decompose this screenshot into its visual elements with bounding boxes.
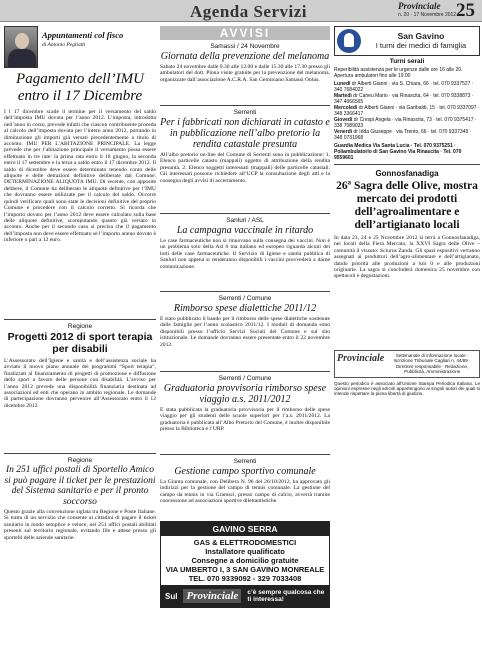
page-number: 25 <box>456 0 475 21</box>
notice-body: La Giunta comunale, con Delibera N. 96 del 26/10/2012, ha approvato gli indirizzi per la gestione del campo di tennis comunale. La gestione del campo da tennis in via Gramsci, presso campo di calcio, avverrà tramite concessione ad associazioni sportive dilettantistiche. <box>160 479 330 505</box>
notice-place: Sanluri / ASL <box>226 217 264 224</box>
masthead-info: Settimanale di informazione locale · Iscrizione Tribunale Cagliari n. 44/89 · Direttore responsabile · Redazione, Pubblicità, Amministrazione <box>393 353 471 375</box>
center-column <box>160 26 330 608</box>
article-headline: Pagamento dell’IMU entro il 17 Dicembre <box>16 71 144 104</box>
shift-day: Martedì <box>334 93 352 99</box>
article-headline: Progetti 2012 di sport terapia per disabili <box>7 331 153 355</box>
ad-company: GAVINO SERRA <box>161 522 329 536</box>
right-column <box>334 26 480 441</box>
section-label: Regione <box>67 323 93 330</box>
doctor-icon <box>337 29 361 53</box>
shift-day: Lunedì <box>334 81 351 87</box>
legal-notice: Questo periodico è associato all’Unione Stampa Periodica Italiana. Le opinioni espresse negli articoli appartengono ai singoli autori dei quali si intende rispettare la piena libertà di giudizio. <box>334 380 480 397</box>
notice-headline: La campagna vaccinale in ritardo <box>176 225 314 236</box>
box-subtitle: I turni dei medici di famiglia <box>375 41 467 50</box>
shifts-note: Reperibilità assistenza per le urgenze dalle ore 16 alle 20. Apertura ambulatori fino alle 19.00 <box>334 67 463 79</box>
shift-list <box>334 81 480 141</box>
notice-place: Serrenti <box>233 458 257 465</box>
notice-place: Samassi / 24 Novembre <box>210 43 280 50</box>
author-name: di Antonio Pegliatti <box>42 42 86 48</box>
shifts-label: Turni serali <box>389 58 425 65</box>
doctors-box <box>334 26 480 56</box>
article-body: L’Assessorato dell’Igiene e sanità e dell’assistenza sociale ha avviato il nuovo piano annuale dei programmi “Sport terapia”, finalizzati al finanziamento di progetti di promozione e diffusione dello sport a favore delle persone con disabilità. L’avviso per l’anno 2012 prevede una disponibilità finanziaria destinata ad associazioni ed enti che operano in ambito regionale. Le domande di partecipazione dovranno pervenire all’Assessorato entro il 12 dicembre 2012. <box>4 358 156 409</box>
services-info: Guardia Medica Via Santa Lucia · Tel. 070 9375251 · Poliambulatorio di San Gavino Via Rinascita · Tel. 070 9559601 <box>334 143 462 161</box>
notice-body: Le case farmaceutiche non si rinnovano sulla consegna dei vaccini. Non è un problema solo della Asl 6 ma italiano ed europeo riguarda alcuni dei lotti delle case farmaceutiche. Il Servizio di Igiene e sanità pubblica di Sanluri non appena si renderanno disponibili i vaccini provvederà a darne comunicazione. <box>160 238 330 270</box>
notice-headline: Giornata della prevenzione del melanoma <box>160 51 330 62</box>
promo-brand: Provinciale <box>183 589 241 603</box>
masthead-box <box>334 350 480 378</box>
notice-place: Serrenti / Comune <box>218 375 272 382</box>
shift-doctor: dr Crespi Angela · via Rinascita, 73 · tel. 070 9375417 · 338 7089033 <box>334 117 477 129</box>
column-title: Appuntamenti col fisco <box>42 30 124 40</box>
box-title: San Gavino <box>397 31 445 41</box>
promo-footer <box>161 585 329 607</box>
notice-headline: Per i fabbricati non dichiarati in catasto e in pubblicazione nell’albo pretorio la rendita catastale presunta <box>160 117 330 150</box>
notice-headline: Rimborso spese dialettiche 2011/12 <box>173 303 317 314</box>
shift-doctor: dr Alberti Gianni · via S. Chiara, 66 · tel. 070 9337527 · 340 7684022 <box>334 81 474 93</box>
section-label: Regione <box>67 457 93 464</box>
issue-date: n. 20 · 17 Novembre 2012 <box>398 12 457 18</box>
left-column <box>4 26 156 587</box>
shift-day: Giovedì <box>334 117 353 123</box>
promo-slogan: c’è sempre qualcosa che ti interessa! <box>247 588 325 603</box>
article-body: I l 17 dicembre scade il termine per il versamento del saldo dell’imposta IMU dovuta per l’anno 2012. L’imposta, introdotta nell’anno in corso, prevede infatti che ciascun contribuente proceda al calcolo dell’imposta dovuta per l’intero anno 2012, portando in diminuzione gli importi già versati precedentemente a titolo di acconto. IMU PER L’ABITAZIONE PRINCIPALE. La legge prevede che per l’abitazione principale il versamento possa essere effettuato in tre rate: la prima rata entro il 18 giugno, la seconda entro il 17 settembre e la terza a saldo entro il 17 dicembre 2012. Il saldo di dicembre deve essere determinato tenendo conto delle aliquote e delle detrazioni definitive deliberate dal Comune. DETERMINAZIONE ALIQUOTA IMU. Di recente, con apposite delibere, il Comune ha deliberato le aliquote definitive per l’IMU che dovranno essere utilizzate per il calcolo del saldo. Occorre quindi verificare quali sono state le decisioni definitive del proprio Comune e procedere con il calcolo corretto. Si ricorda che l’importo dovuto per l’anno 2012 deve essere calcolato sulla base delle aliquote definitive, scomputando quanto già versato in acconto. Anche per il secondo caso si precisa che il pagamento dell’imposta non deve essere effettuato se l’importo annuo dovuto è inferiore o pari a 12 euro. <box>4 109 156 244</box>
shift-doctor: dr Alberti Gianni · via Garibaldi, 15 · tel. 070 9337097 · 348 3366417 <box>334 105 480 117</box>
ad-line: TEL. 070 9339092 - 329 7033408 <box>188 574 302 583</box>
notice-headline: Graduatoria provvisoria rimborso spese viaggio a.s. 2011/2012 <box>163 383 327 405</box>
notice-body: All’albo pretorio on-line del Comune di Serrenti sono in pubblicazione: 1. Elenco particelle catasto (mappali) oggetto di attribuzione della rendita presunta. 2. Elenco soggetti interessati (mappali) delle particelle catastali. Gli interessati possono richiedere all’UCP la consultazione degli atti e la consegna degli avvisi di accertamento. <box>160 152 330 184</box>
ad-line: Consegne a domicilio gratuite <box>191 556 299 565</box>
section-label: Gonnosfanadiga <box>375 169 439 178</box>
notice-body: È stata pubblicata la graduatoria provvisoria per il rimborso delle spese viaggio per gli studenti delle scuole superiori per l’a.s. 2011/2012. La graduatoria è pubblicata all’Albo Pretorio del Comune, è inoltre disponibile presso la Biblioteca e l’URP. <box>160 407 330 433</box>
notice-body: Sabato 24 novembre dalle 9.30 alle 12.00 e dalle 15.30 alle 17.30 presso gli ambulatori del dott. Pinna visite gratuite per la prevenzione del melanoma, organizzate dall’associazione A.C.R.A. San Geminiano Samassi Onlus. <box>160 64 330 83</box>
ad-line: Installatore qualificato <box>205 547 285 556</box>
author-box <box>4 26 156 68</box>
shift-doctor: dr Caneu Mario · via Rinascita, 64 · tel. 070 9338873 · 347 4066565 <box>334 93 474 105</box>
article-body: In data 23, 24 e 25 Novembre 2012 si terrà a Gonnosfanadiga, nei locali della Fiera Mercato, la XXVI Sagra delle Olive – comunità il vissuto: Sciurus Zanda. Gli spazi espositivi verranno assegnati ai produttori dell’agro-alimentare e dell’artigianato, dando priorità alle produzioni a km 0 e alle produzioni originarie. La sagra si concluderà domenica 25 novembre con spettacoli e degustazioni. <box>334 235 480 280</box>
shift-day: Venerdì <box>334 129 353 135</box>
section-title: Agenda Servizi <box>190 2 308 21</box>
ad-subtitle: GAS & ELETTRODOMESTICI <box>193 538 297 547</box>
article-body: Questo grazie alla convenzione siglata tra Regione e Poste Italiane. Si tratta di un servizio che consente ai cittadini di pagare il ticket sanitario in modo semplice e veloce, nei 251 uffici postali abilitati presenti sul territorio regionale, evitando file e attese presso gli sportelli delle aziende sanitarie. <box>4 509 156 541</box>
avvisi-banner: AVVISI <box>160 26 330 40</box>
notice-place: Serrenti / Comune <box>218 295 272 302</box>
ad-line: VIA UMBERTO I, 3 SAN GAVINO MONREALE <box>165 565 325 574</box>
brand-name: Provinciale <box>398 1 441 11</box>
notice-headline: Gestione campo sportivo comunale <box>174 466 316 477</box>
shift-doctor: dr Idda Giuseppe · via Trento, 66 · tel. 070 9337349 · 348 0731968 <box>334 129 472 141</box>
notice-place: Serrenti <box>233 109 257 116</box>
masthead-logo: Provinciale <box>337 353 385 364</box>
notice-body: È stato pubblicato il bando per il rimborso delle spese dialettiche sostenute dalle famiglie per l’anno scolastico 2011/12. I moduli di domanda sono disponibili presso l’ufficio Servizi Sociali del Comune e sul sito istituzionale. Le domande dovranno essere presentate entro il 22 novembre 2012. <box>160 316 330 348</box>
shift-day: Mercoledì <box>334 105 358 111</box>
author-photo <box>4 26 38 68</box>
article-headline: 26ª Sagra delle Olive, mostra mercato dei prodotti dell’agroalimentare e dell’artigianato locali <box>336 180 478 231</box>
page-header <box>0 0 482 22</box>
article-headline: In 251 uffici postali di Sportello Amico si può pagare il ticket per le prestazioni del Sistema sanitario e per il pronto soccorso <box>4 465 156 507</box>
advertisement <box>160 521 330 608</box>
promo-sul: Sul <box>165 591 178 601</box>
